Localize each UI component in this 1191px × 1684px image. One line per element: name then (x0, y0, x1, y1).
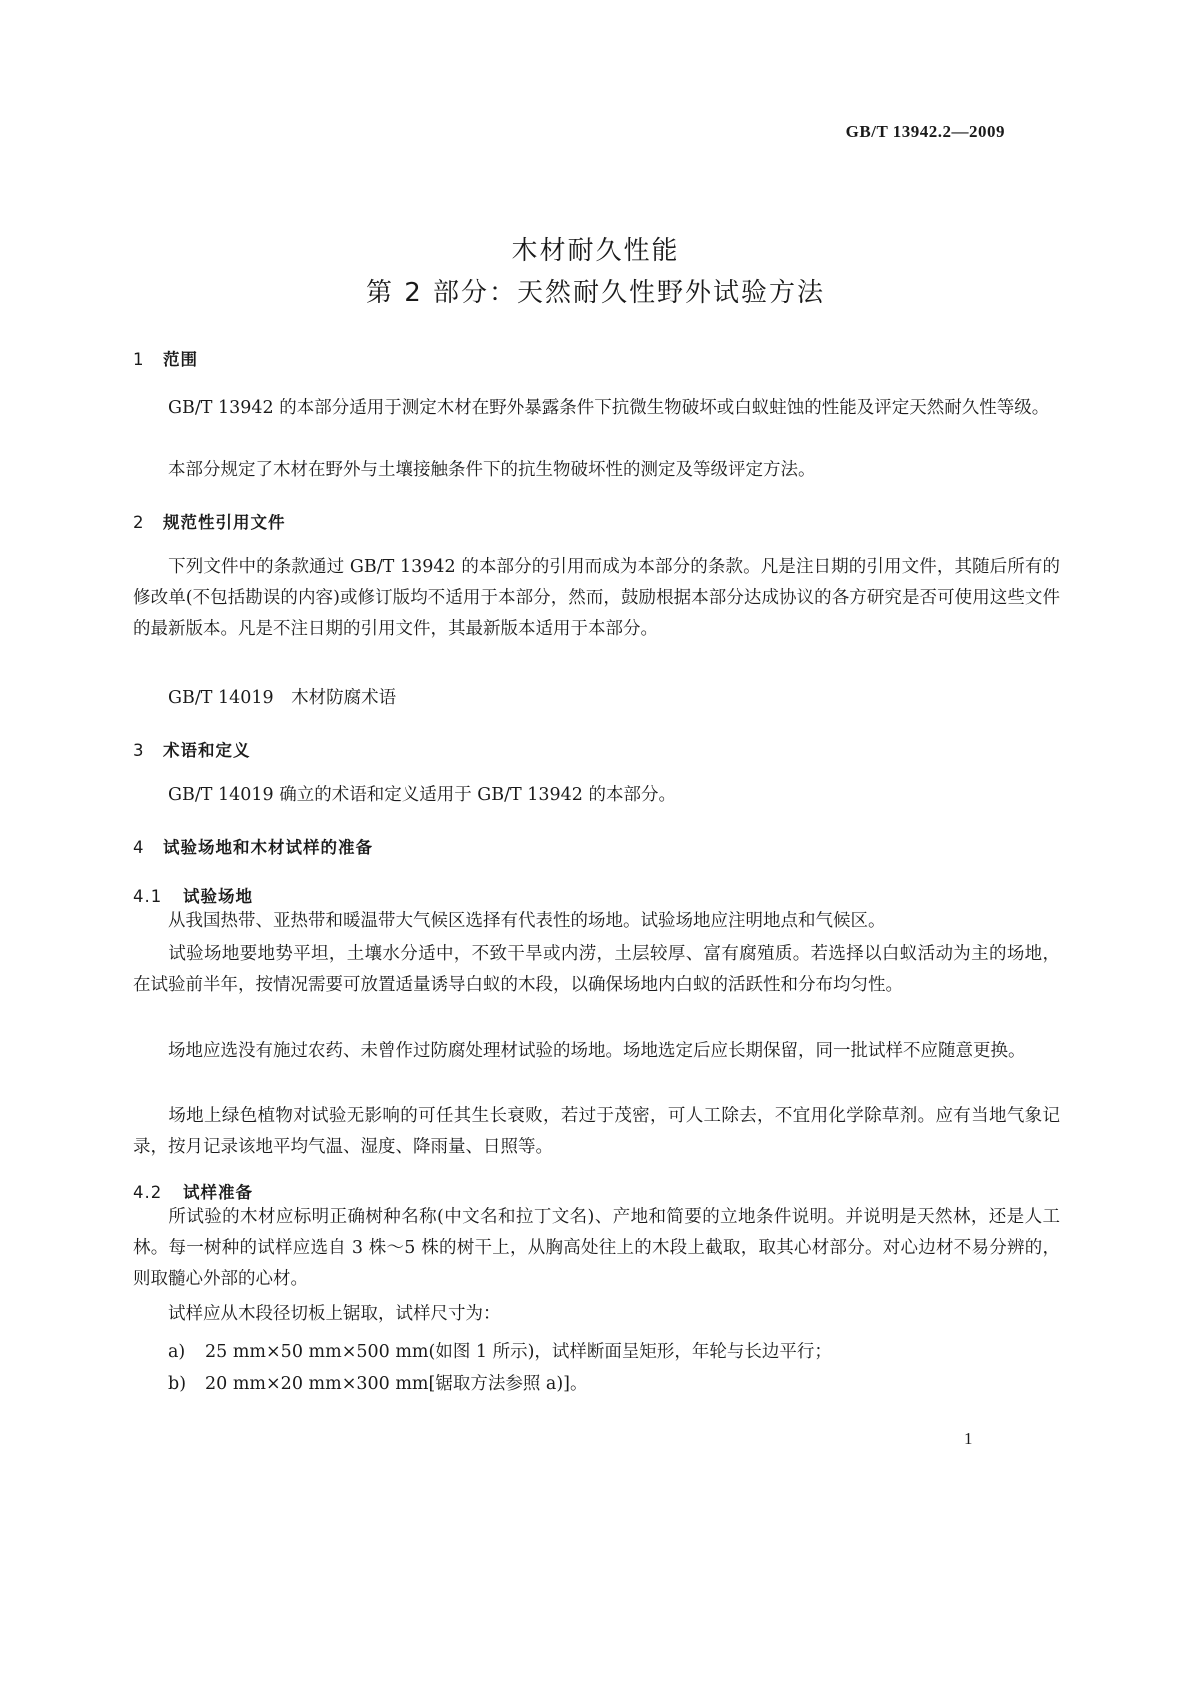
paragraph: 试样应从木段径切板上锯取，试样尺寸为： (168, 1304, 501, 1324)
section-heading (133, 737, 251, 761)
section-heading (133, 509, 286, 533)
list-item-label: a) (168, 1342, 186, 1362)
standard-code: GB/T 13942.2—2009 (845, 122, 1005, 141)
paragraph: 本部分规定了木材在野外与土壤接触条件下的抗生物破坏性的测定及等级评定方法。 (168, 460, 816, 480)
subsection-heading (133, 883, 253, 907)
subsection-heading (133, 1179, 253, 1203)
section-number: 2 (133, 513, 145, 532)
list-item-label: b) (168, 1374, 187, 1394)
section-heading (133, 346, 198, 370)
section-number: 3 (133, 741, 145, 760)
page-number: 1 (964, 1429, 973, 1448)
section-number: 4 (133, 838, 145, 857)
subsection-title: 试验场地 (183, 887, 253, 906)
subsection-number: 4.1 (133, 887, 163, 906)
section-heading (133, 834, 373, 858)
document-subtitle: 第 2 部分：天然耐久性野外试验方法 (365, 278, 826, 308)
section-title: 术语和定义 (163, 741, 251, 760)
list-item (168, 1338, 832, 1363)
paragraph: 从我国热带、亚热带和暖温带大气候区选择有代表性的场地。试验场地应注明地点和气候区。 (168, 911, 886, 931)
list-item-text: 20 mm×20 mm×300 mm[锯取方法参照 a)]。 (205, 1374, 588, 1394)
paragraph: 场地应选没有施过农药、未曾作过防腐处理材试验的场地。场地选定后应长期保留，同一批试样不应随意更换。 (168, 1041, 1026, 1061)
list-item-text: 25 mm×50 mm×500 mm(如图 1 所示)，试样断面呈矩形，年轮与长边平行； (205, 1342, 832, 1362)
paragraph: 场地上绿色植物对试验无影响的可任其生长衰败，若过于茂密，可人工除去，不宜用化学除草剂。应有当地气象记录，按月记录该地平均气温、湿度、降雨量、日照等。 (133, 1106, 1060, 1157)
paragraph: 试验场地要地势平坦，土壤水分适中，不致干旱或内涝，土层较厚、富有腐殖质。若选择以白蚁活动为主的场地，在试验前半年，按情况需要可放置适量诱导白蚁的木段，以确保场地内白蚁的活跃性和分布均匀性。 (133, 944, 1060, 995)
list-item (168, 1370, 588, 1395)
section-title: 试验场地和木材试样的准备 (163, 838, 373, 857)
paragraph: 所试验的木材应标明正确树种名称(中文名和拉丁文名)、产地和简要的立地条件说明。并说明是天然林，还是人工林。每一树种的试样应选自 3 株～5 株的树干上，从胸高处往上的木段上截取，取其心材部分。对心边材不易分辨的，则取髓心外部的心材。 (133, 1207, 1060, 1289)
section-title: 规范性引用文件 (163, 513, 286, 532)
section-title: 范围 (163, 350, 198, 369)
document-title: 木材耐久性能 (511, 236, 680, 266)
section-number: 1 (133, 350, 145, 369)
reference-entry: GB/T 14019 木材防腐术语 (168, 688, 397, 708)
subsection-title: 试样准备 (183, 1183, 253, 1202)
paragraph: GB/T 13942 的本部分适用于测定木材在野外暴露条件下抗微生物破坏或白蚁蛀蚀的性能及评定天然耐久性等级。 (168, 398, 1050, 418)
subsection-number: 4.2 (133, 1183, 163, 1202)
paragraph: GB/T 14019 确立的术语和定义适用于 GB/T 13942 的本部分。 (168, 785, 676, 805)
paragraph: 下列文件中的条款通过 GB/T 13942 的本部分的引用而成为本部分的条款。凡是注日期的引用文件，其随后所有的修改单(不包括勘误的内容)或修订版均不适用于本部分，然而，鼓励根据本部分达成协议的各方研究是否可使用这些文件的最新版本。凡是不注日期的引用文件，其最新版本适用于本部分。 (133, 557, 1060, 639)
